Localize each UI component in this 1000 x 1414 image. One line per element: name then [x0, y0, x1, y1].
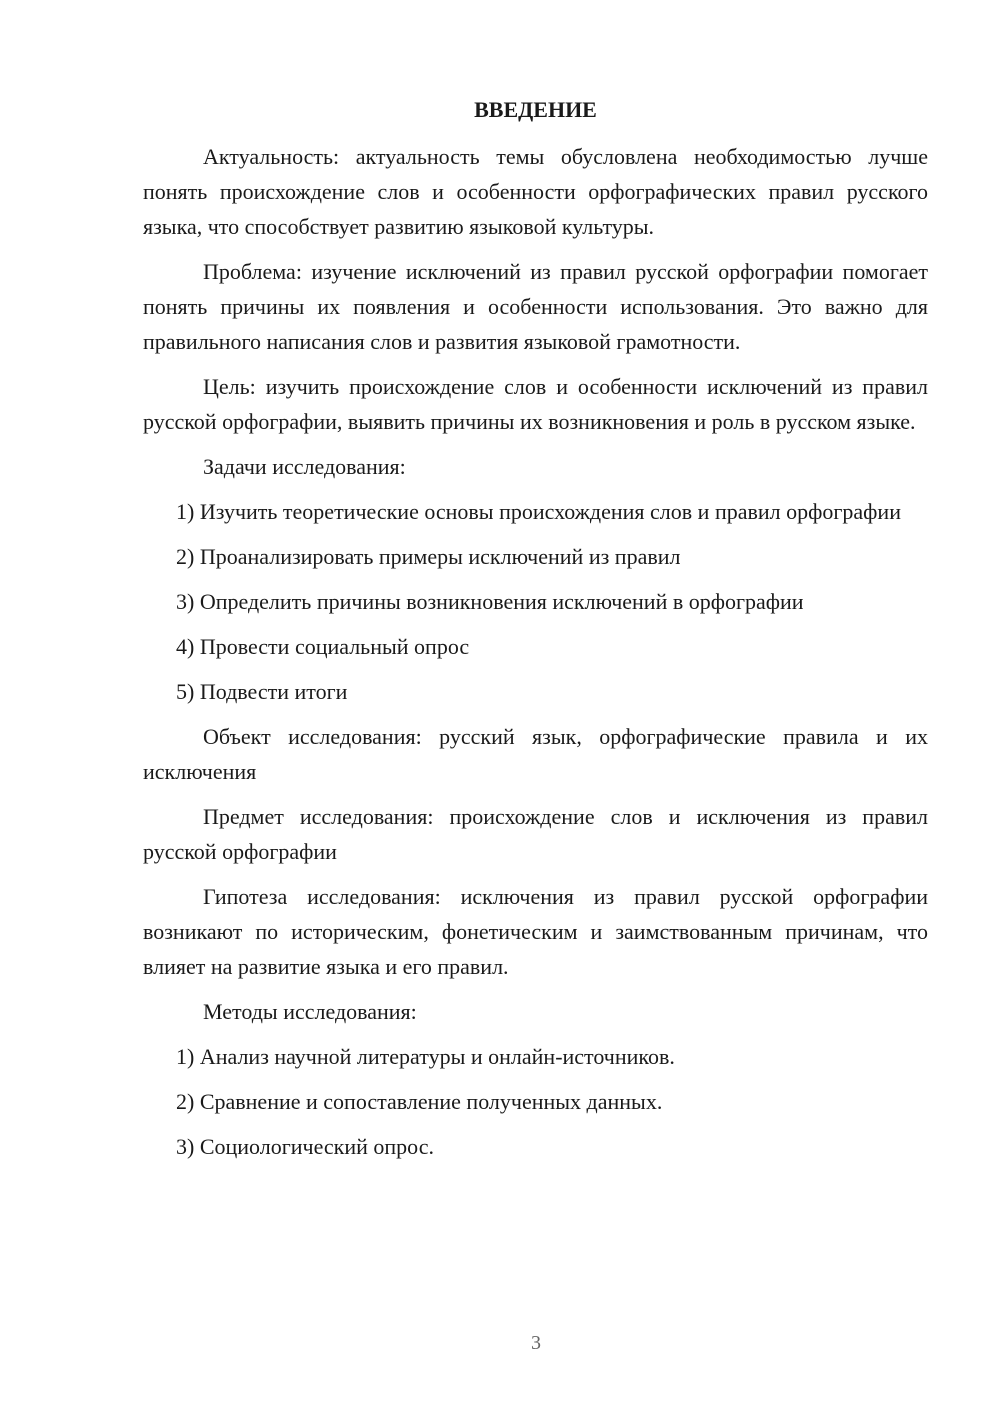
- method-item-1: 1) Анализ научной литературы и онлайн-источников.: [176, 1044, 675, 1069]
- task-item-2: 2) Проанализировать примеры исключений из правил: [176, 544, 681, 569]
- page-number: 3: [531, 1332, 541, 1354]
- task-item-4: 4) Провести социальный опрос: [176, 634, 470, 659]
- task-item-3: 3) Определить причины возникновения исключений в орфографии: [176, 589, 804, 614]
- goal-paragraph: Цель: изучить происхождение слов и особенности исключений из правил русской орфографии, выявить причины их возникновения и роль в русском языке.: [143, 374, 928, 434]
- method-item-2: 2) Сравнение и сопоставление полученных данных.: [176, 1089, 663, 1114]
- methods-heading: Методы исследования:: [203, 999, 417, 1024]
- hypothesis-paragraph: Гипотеза исследования: исключения из правил русской орфографии возникают по историческим, фонетическим и заимствованным причинам, что влияет на развитие языка и его правил.: [143, 884, 928, 979]
- document-page: [143, 95, 928, 1174]
- subject-paragraph: Предмет исследования: происхождение слов и исключения из правил русской орфографии: [143, 804, 928, 864]
- tasks-heading: Задачи исследования:: [203, 454, 406, 479]
- relevance-paragraph: Актуальность: актуальность темы обусловлена необходимостью лучше понять происхождение слов и особенности орфографических правил русского языка, что способствует развитию языковой культуры.: [143, 144, 928, 239]
- page-title: ВВЕДЕНИЕ: [474, 97, 597, 122]
- object-paragraph: Объект исследования: русский язык, орфографические правила и их исключения: [143, 724, 928, 784]
- method-item-3: 3) Социологический опрос.: [176, 1134, 434, 1159]
- problem-paragraph: Проблема: изучение исключений из правил русской орфографии помогает понять причины их появления и особенности использования. Это важно для правильного написания слов и развития языковой грамотности.: [143, 259, 928, 354]
- task-item-1: 1) Изучить теоретические основы происхождения слов и правил орфографии: [176, 499, 901, 524]
- task-item-5: 5) Подвести итоги: [176, 679, 348, 704]
